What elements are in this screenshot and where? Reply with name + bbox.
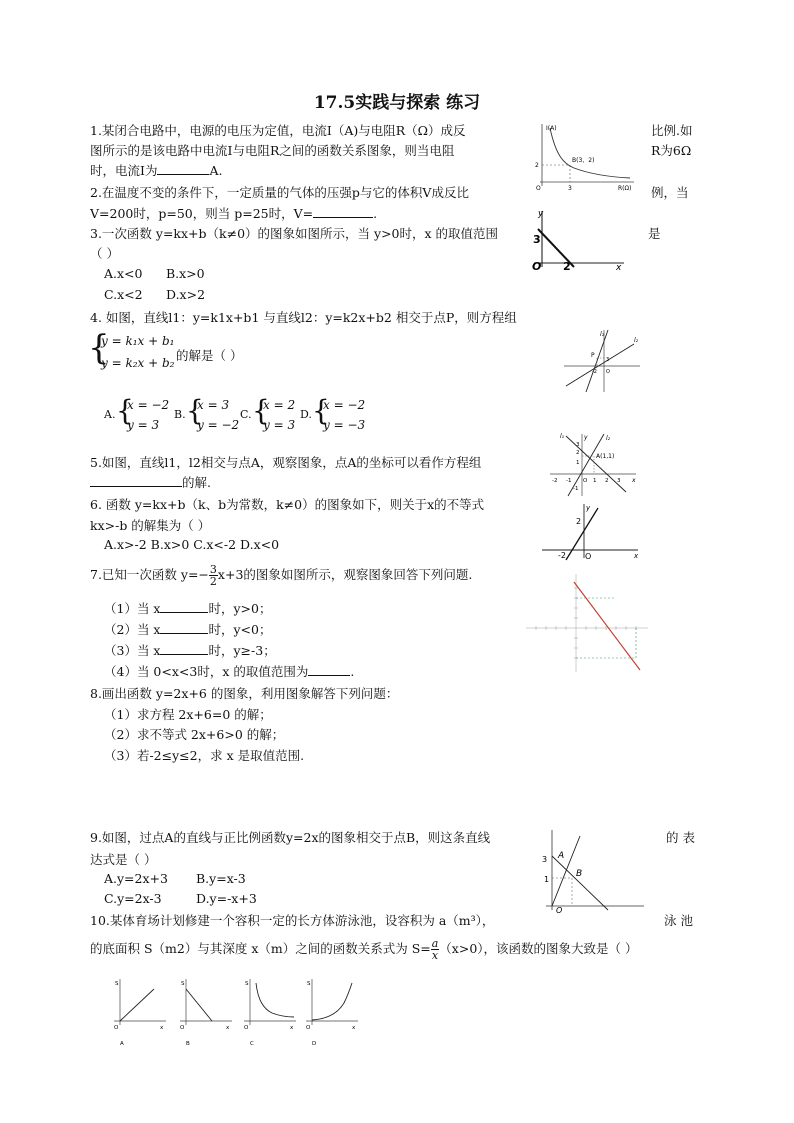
svg-text:-2: -2 [552, 478, 558, 484]
q10-line2: 的底面积 S（m2）与其深度 x（m）之间的函数关系式为 S= $\frac{a}{x}$ （x>0），该函数的图象大致是（ ） [90, 937, 638, 962]
q3-graph-origin: O [532, 260, 542, 271]
svg-text:S: S [115, 981, 119, 987]
page-title: 17.5实践与探索 练习 [313, 93, 481, 113]
q1-graph-xlabel: R(Ω) [618, 185, 632, 192]
q6-options[interactable]: A.x>-2 B.x>0 C.x<-2 D.x<0 [104, 537, 280, 552]
svg-text:A: A [558, 851, 565, 861]
svg-text:S: S [181, 981, 185, 987]
svg-text:x: x [226, 1025, 230, 1031]
q6-line2: kx>-b 的解集为（ ） [90, 518, 211, 533]
svg-text:1: 1 [544, 875, 550, 884]
q10-fraction: $\frac{a}{x}$ [431, 937, 439, 962]
q3-line1: 3.一次函数 y=kx+b（k≠0）的图象如图所示，当 y>0时，x 的取值范围 [90, 226, 499, 241]
q3-paren: （ ） [90, 246, 119, 261]
q10-line1: 10.某体育场计划修建一个容积一定的长方体游泳池，设容积为 a（m³）， [90, 913, 495, 928]
svg-text:O: O [556, 906, 563, 914]
q1-graph-point: B(3，2) [572, 157, 595, 164]
svg-text:-1: -1 [566, 478, 572, 484]
q7-blank-2[interactable] [160, 621, 208, 634]
q4-line1: 4. 如图，直线l1：y=k1x+b1 与直线l2：y=k2x+b2 相交于点P，则方程组 [90, 310, 517, 325]
q7-blank-4[interactable] [308, 663, 350, 676]
svg-text:O: O [583, 478, 588, 484]
q3-graph-tick-y: 3 [533, 233, 541, 246]
q1-answer-blank[interactable] [157, 162, 209, 175]
q1-line1-end: 比例.如 [651, 123, 693, 138]
svg-text:x: x [352, 1025, 356, 1031]
q3-graph [530, 207, 630, 271]
svg-text:2: 2 [576, 517, 582, 526]
q3-option-a[interactable]: A.x<0 [104, 266, 143, 281]
svg-text:-1: -1 [573, 486, 579, 492]
q7-line1: 7.已知一次函数 y=− $\frac{3}{2}$ x+3的图象如图所示，观察图象回答下列问题. [90, 563, 473, 588]
svg-text:1: 1 [576, 460, 580, 466]
svg-text:l₂: l₂ [606, 435, 611, 442]
q3-option-d[interactable]: D.x>2 [166, 287, 206, 302]
svg-text:x: x [632, 477, 636, 484]
q1-line3: 时，电流I为 A. [90, 163, 223, 178]
q1-graph-ylabel: I(A) [546, 125, 557, 132]
q5-line2: 的解. [90, 473, 211, 491]
q8-sub1: （1）求方程 2x+6=0 的解； [104, 707, 272, 722]
q2-answer-blank[interactable] [313, 205, 373, 218]
q10-caption-b: B [186, 1041, 190, 1047]
svg-text:-2: -2 [558, 551, 566, 560]
q3-graph-y: y [538, 209, 544, 219]
q10-caption-a: A [120, 1041, 124, 1047]
svg-text:P: P [591, 352, 595, 359]
svg-text:l₁: l₁ [600, 331, 605, 338]
q7-sub2: （2）当 x 时，y<0； [104, 622, 272, 637]
q3-line1-end: 是 [648, 226, 661, 241]
q2-line1: 2.在温度不变的条件下，一定质量的气体的压强p与它的体积V成反比 [90, 185, 469, 200]
q9-option-c[interactable]: C.y=2x-3 [104, 891, 162, 906]
q1-line2-end: R为6Ω [651, 143, 692, 158]
q8-line1: 8.画出函数 y=2x+6 的图象，利用图象解答下列问题： [90, 686, 399, 701]
q1-graph-origin: O [536, 185, 541, 192]
q7-graph [522, 570, 652, 676]
q7-blank-1[interactable] [160, 600, 208, 613]
svg-text:B: B [576, 869, 583, 879]
svg-text:O: O [244, 1025, 249, 1031]
q8-sub2: （2）求不等式 2x+6>0 的解； [104, 727, 285, 742]
q2-line1-end: 例，当 [651, 185, 689, 200]
q10-graph-d[interactable] [300, 975, 362, 1047]
svg-text:1: 1 [593, 478, 597, 484]
q4-graph [560, 326, 642, 396]
q2-line2: V=200时，p=50，则当 p=25时，V= . [90, 206, 378, 221]
q3-graph-tick-x: 2 [563, 260, 571, 271]
q10-graph-a[interactable] [108, 975, 170, 1047]
svg-text:O: O [306, 1025, 311, 1031]
q9-graph [536, 826, 646, 914]
q9-option-b[interactable]: B.y=x-3 [196, 871, 246, 886]
q3-graph-x: x [616, 263, 622, 271]
svg-text:l₂: l₂ [634, 337, 639, 344]
q10-graph-b[interactable] [174, 975, 236, 1047]
svg-text:O: O [114, 1025, 119, 1031]
svg-text:3: 3 [617, 478, 621, 484]
svg-text:O: O [585, 552, 592, 561]
svg-text:x: x [160, 1025, 164, 1031]
q5-graph [546, 430, 640, 500]
svg-text:S: S [307, 981, 311, 987]
q9-option-a[interactable]: A.y=2x+3 [104, 871, 168, 886]
q9-line1-end: 的 表 [666, 830, 695, 845]
q1-graph-tick-y: 2 [535, 162, 539, 169]
q7-sub3: （3）当 x 时，y≥-3； [104, 643, 276, 658]
svg-text:S: S [245, 981, 249, 987]
q1-line2: 图所示的是该电路中电流I与电阻R之间的函数关系图象，则当电阻 [90, 143, 455, 158]
q1-graph [530, 120, 640, 192]
q4-brace: { [88, 328, 110, 368]
svg-text:l₁: l₁ [560, 433, 565, 440]
q10-caption-c: C [250, 1041, 254, 1047]
q7-fraction: $\frac{3}{2}$ [209, 563, 217, 588]
q6-line1: 6. 函数 y=kx+b（k、b为常数，k≠0）的图象如下，则关于x的不等式 [90, 497, 485, 512]
q5-answer-blank[interactable] [90, 474, 182, 487]
q7-sub1: （1）当 x 时，y>0； [104, 601, 272, 616]
q7-sub4: （4）当 0<x<3时，x 的取值范围为 . [104, 664, 355, 679]
svg-text:O: O [180, 1025, 185, 1031]
q4-eq2: y = k₂x + b₂ [101, 356, 175, 370]
svg-text:O: O [606, 369, 610, 375]
svg-text:y: y [586, 504, 591, 512]
svg-text:2: 2 [576, 450, 580, 456]
q4-solution-prompt: 的解是（ ） [176, 348, 243, 363]
q9-option-d[interactable]: D.y=-x+3 [196, 891, 257, 906]
svg-text:2: 2 [605, 478, 609, 484]
q5-line1: 5.如图，直线l1，l2相交与点A，观察图象，点A的坐标可以看作方程组 [90, 455, 482, 470]
q10-graph-c[interactable] [238, 975, 300, 1047]
svg-text:x: x [634, 552, 639, 560]
q9-line1: 9.如图，过点A的直线与正比例函数y=2x的图象相交于点B，则这条直线 [90, 830, 491, 845]
q6-graph [538, 500, 642, 562]
q1-graph-tick-x: 3 [568, 185, 572, 192]
q8-sub3: （3）若-2≤y≤2，求 x 是取值范围. [104, 748, 305, 763]
svg-text:-2: -2 [592, 369, 597, 375]
q4-eq1: y = k₁x + b₁ [101, 334, 175, 348]
q3-option-c[interactable]: C.x<2 [104, 287, 143, 302]
svg-text:3: 3 [576, 442, 580, 448]
q9-line2: 达式是（ ） [90, 852, 157, 867]
q1-line1: 1.某闭合电路中，电源的电压为定值，电流I（A)与电阻R（Ω）成反 [90, 123, 466, 138]
svg-text:y: y [584, 434, 588, 441]
q10-line1-end: 泳 池 [664, 913, 693, 928]
svg-text:x: x [290, 1025, 294, 1031]
svg-text:A(1,1): A(1,1) [596, 453, 615, 460]
q7-blank-3[interactable] [160, 642, 208, 655]
svg-text:3: 3 [542, 855, 548, 864]
q3-option-b[interactable]: B.x>0 [166, 266, 205, 281]
q10-caption-d: D [312, 1041, 317, 1047]
svg-text:3: 3 [606, 357, 610, 363]
